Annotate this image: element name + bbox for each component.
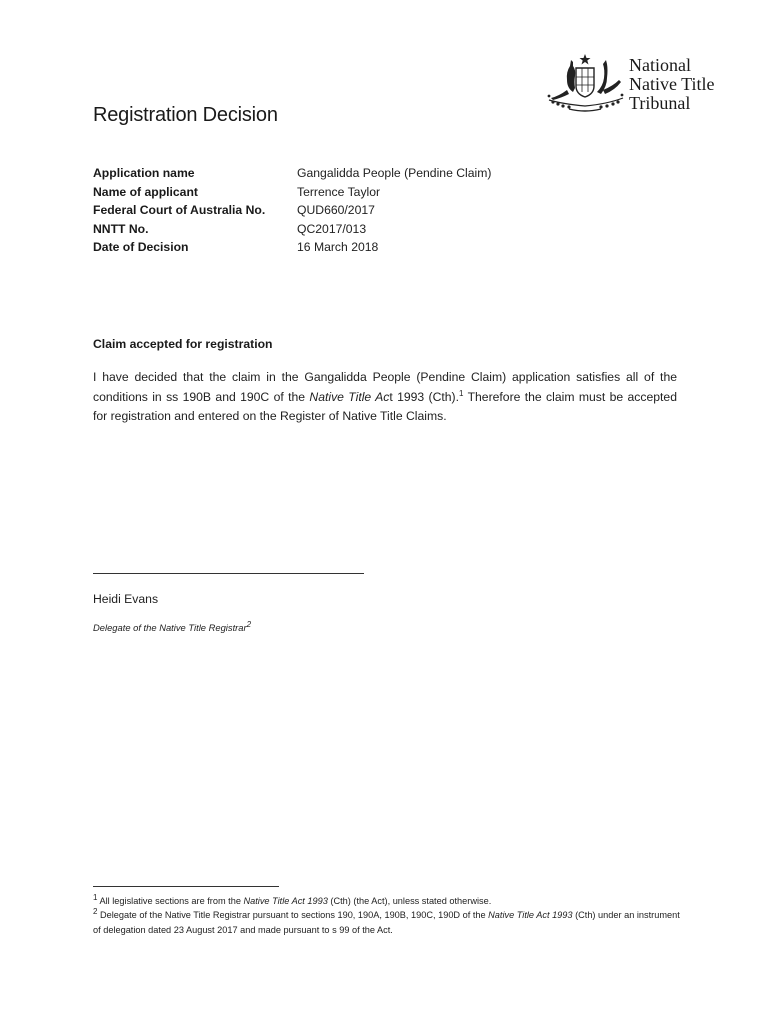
footnote-text: (Cth) (the Act), unless stated otherwise. [327, 896, 492, 906]
detail-row-nntt-no [93, 220, 491, 239]
footnote-text: (Cth) under an instrument of delegation dated 23 August 2017 and made pursuant to s 99 of the Act. [93, 910, 680, 935]
footnote-2 [93, 908, 683, 937]
detail-value: QUD660/2017 [297, 203, 375, 218]
decision-paragraph [93, 368, 677, 427]
footnote-number: 2 [93, 907, 98, 917]
footnote-divider [93, 886, 279, 887]
detail-label: Date of Decision [93, 240, 189, 255]
detail-value: Gangalidda People (Pendine Claim) [297, 166, 492, 180]
footnote-ref-2[interactable]: 2 [246, 619, 252, 629]
detail-row-applicant [93, 183, 491, 202]
detail-label: Federal Court of Australia No. [93, 203, 266, 218]
decision-text-after-act: t 1993 (Cth). [389, 389, 459, 404]
detail-row-date-of-decision [93, 238, 491, 257]
decision-text-end: Therefore the claim must be accepted for registration and entered on the Register of Native Title Claims. [93, 389, 677, 423]
footnote-act-italic: Native Title Act 1993 [488, 910, 573, 921]
signature-line [93, 573, 364, 574]
decision-text-before-act: I have decided that the claim in the Gangalidda People (Pendine Claim) application satisfies all of the conditions in ss 190B and 190C of the [93, 370, 677, 404]
detail-value: QC2017/013 [297, 221, 367, 236]
detail-label: NNTT No. [93, 221, 149, 236]
coat-of-arms-icon [543, 52, 627, 114]
logo-line-2: Native Title [629, 74, 715, 94]
footnote-text: All legislative sections are from the [97, 896, 244, 906]
decision-heading: Claim accepted for registration [93, 337, 273, 351]
detail-row-application-name [93, 164, 491, 183]
page-title: Registration Decision [93, 104, 278, 126]
signatory-role-text: Delegate of the Native Title Registrar [93, 622, 247, 633]
footnote-act-italic: Native Title Act 1993 [243, 896, 328, 906]
logo-wordmark [629, 56, 715, 113]
logo-line-1: National [629, 55, 691, 75]
detail-label: Name of applicant [93, 184, 198, 199]
footnote-1 [93, 894, 683, 908]
detail-label: Application name [93, 166, 195, 180]
footnotes [93, 894, 683, 937]
logo-line-3: Tribunal [629, 93, 691, 113]
detail-row-federal-court-no [93, 201, 491, 220]
signatory-name: Heidi Evans [93, 592, 159, 606]
application-details [93, 164, 491, 257]
footnote-number: 1 [93, 892, 98, 902]
signatory-role [93, 619, 252, 633]
footnote-text: Delegate of the Native Title Registrar pursuant to sections 190, 190A, 190B, 190C, 190D of the [97, 910, 489, 921]
tribunal-logo [543, 52, 743, 114]
detail-value: Terrence Taylor [297, 184, 381, 199]
detail-value: 16 March 2018 [297, 240, 379, 255]
act-name-italic: Native Title Ac [309, 389, 390, 404]
footnote-ref-1[interactable]: 1 [459, 388, 464, 398]
